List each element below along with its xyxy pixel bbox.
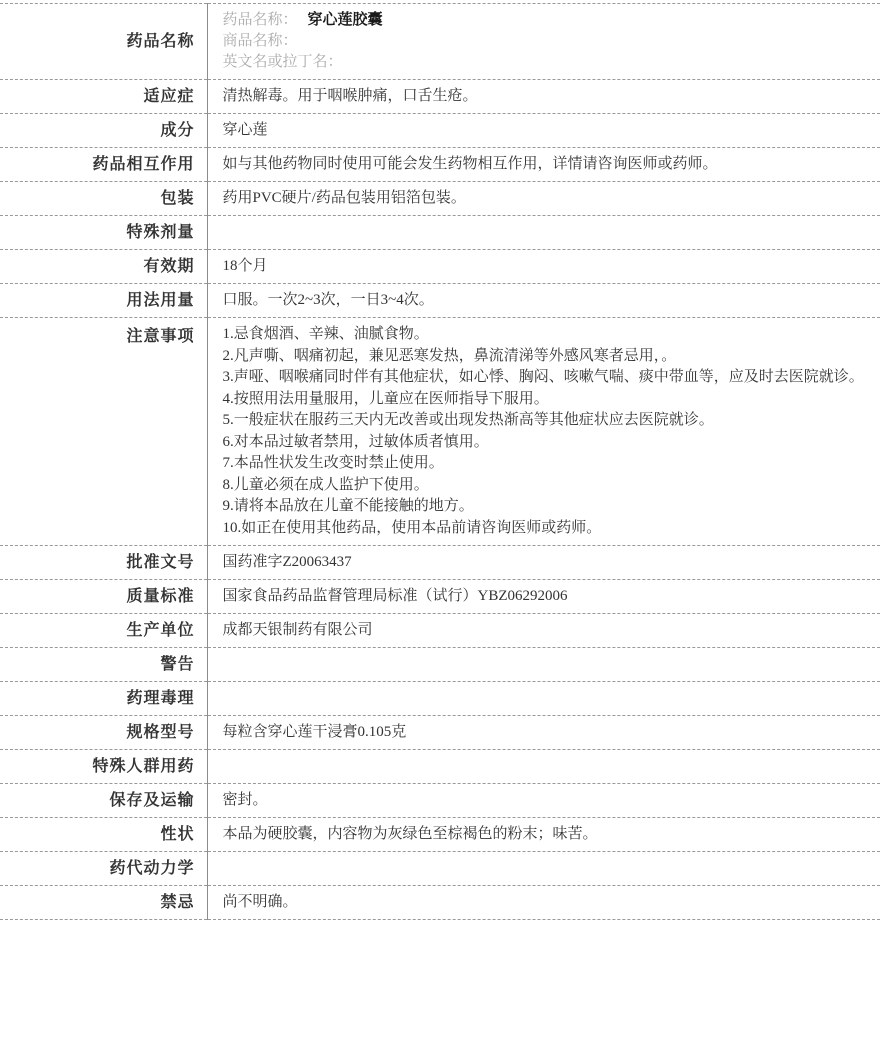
note-line: 8.儿童必须在成人监护下使用。	[222, 476, 429, 493]
table-row	[0, 784, 880, 818]
row-label: 规格型号	[0, 716, 207, 750]
note-line: 10.如正在使用其他药品，使用本品前请咨询医师或药师。	[222, 519, 602, 536]
row-label: 包装	[0, 182, 207, 216]
row-label: 性状	[0, 818, 207, 852]
drug-info-table-body	[0, 4, 880, 920]
field-key: 药品名称：	[222, 12, 298, 28]
row-label: 药品相互作用	[0, 148, 207, 182]
field-value: 穿心莲胶囊	[307, 12, 383, 28]
note-line: 1.忌食烟酒、辛辣、油腻食物。	[222, 326, 429, 342]
note-line: 7.本品性状发生改变时禁止使用。	[222, 455, 444, 471]
row-value	[207, 4, 880, 80]
field-line	[223, 31, 871, 52]
row-value: 密封。	[222, 792, 268, 808]
table-row	[0, 852, 880, 886]
row-label: 成分	[0, 114, 207, 148]
row-label: 有效期	[0, 250, 207, 284]
row-label: 药代动力学	[0, 852, 207, 886]
row-label: 药理毒理	[0, 682, 207, 716]
note-line: 9.请将本品放在儿童不能接触的地方。	[222, 498, 474, 514]
row-value	[207, 750, 880, 784]
row-value: 清热解毒。用于咽喉肿痛，口舌生疮。	[222, 88, 478, 104]
row-label: 特殊人群用药	[0, 750, 207, 784]
note-line: 2.凡声嘶、咽痛初起，兼见恶寒发热，鼻流清涕等外感风寒者忌用，。	[222, 347, 677, 364]
row-value: 国家食品药品监督管理局标准（试行）YBZ06292006	[222, 588, 568, 604]
field-key: 英文名或拉丁名：	[222, 54, 343, 70]
field-line	[223, 52, 871, 73]
row-label: 禁忌	[0, 886, 207, 920]
table-row	[0, 216, 880, 250]
table-row	[0, 114, 880, 148]
row-label: 生产单位	[0, 614, 207, 648]
table-row	[0, 648, 880, 682]
table-row	[0, 4, 880, 80]
row-label: 警告	[0, 648, 207, 682]
row-value	[207, 682, 880, 716]
row-label: 批准文号	[0, 546, 207, 580]
row-value: 本品为硬胶囊，内容物为灰绿色至棕褐色的粉末；味苦。	[222, 826, 598, 842]
table-row	[0, 818, 880, 852]
table-row	[0, 614, 880, 648]
row-value: 穿心莲	[222, 122, 268, 138]
row-value	[207, 216, 880, 250]
row-label: 质量标准	[0, 580, 207, 614]
row-value: 尚不明确。	[222, 894, 298, 910]
row-value: 成都天银制药有限公司	[222, 622, 373, 638]
note-line: 4.按照用法用量服用，儿童应在医师指导下服用。	[222, 390, 549, 407]
table-row	[0, 682, 880, 716]
row-label: 保存及运输	[0, 784, 207, 818]
note-line: 5.一般症状在服药三天内无改善或出现发热渐高等其他症状应去医院就诊。	[222, 412, 714, 428]
table-row	[0, 716, 880, 750]
row-label: 注意事项	[0, 318, 207, 546]
row-value: 如与其他药物同时使用可能会发生药物相互作用，详情请咨询医师或药师。	[222, 156, 718, 172]
row-label: 药品名称	[0, 4, 207, 80]
row-value: 药用PVC硬片/药品包装用铝箔包装。	[222, 190, 466, 206]
table-row	[0, 750, 880, 784]
row-value: 18个月	[222, 258, 268, 274]
table-row	[0, 284, 880, 318]
table-row	[0, 886, 880, 920]
field-line	[223, 10, 871, 31]
table-row	[0, 580, 880, 614]
row-label: 适应症	[0, 80, 207, 114]
note-line: 3.声哑、咽喉痛同时伴有其他症状，如心悸、胸闷、咳嗽气喘、痰中带血等，应及时去医院就诊。	[222, 369, 864, 385]
table-row	[0, 80, 880, 114]
row-label: 特殊剂量	[0, 216, 207, 250]
note-line: 6.对本品过敏者禁用，过敏体质者慎用。	[222, 433, 489, 450]
table-row	[0, 250, 880, 284]
row-value: 每粒含穿心莲干浸膏0.105克	[222, 724, 407, 740]
drug-info-table	[0, 3, 880, 920]
row-value	[207, 852, 880, 886]
row-value	[207, 318, 880, 546]
table-row	[0, 546, 880, 580]
table-row	[0, 148, 880, 182]
field-key: 商品名称：	[222, 33, 298, 49]
row-value: 国药准字Z20063437	[222, 554, 352, 570]
table-row	[0, 182, 880, 216]
row-value: 口服。一次2~3次，一日3~4次。	[222, 292, 434, 308]
table-row	[0, 318, 880, 546]
row-label: 用法用量	[0, 284, 207, 318]
row-value	[207, 648, 880, 682]
